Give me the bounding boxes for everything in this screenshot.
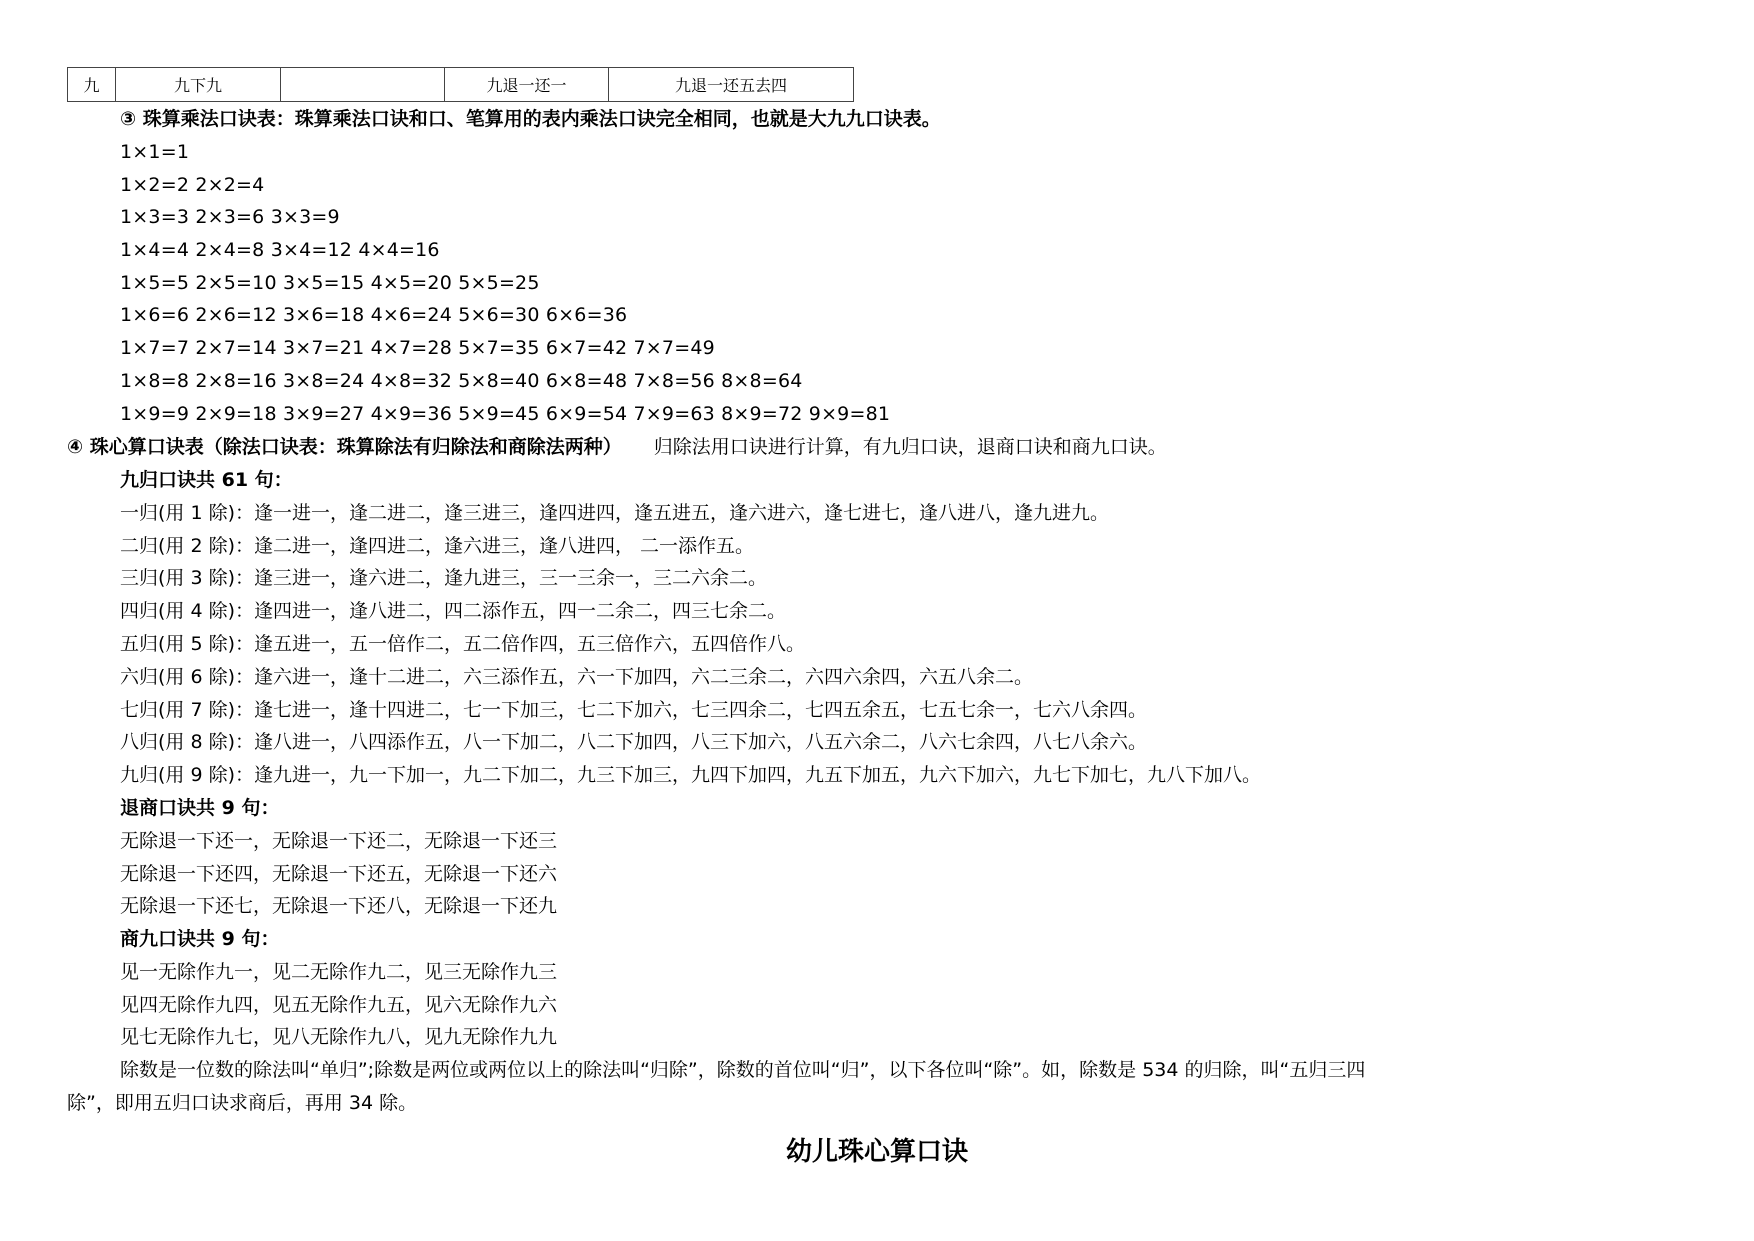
multiplication-row: 1×6=6 2×6=12 3×6=18 4×6=24 5×6=30 6×6=36 — [120, 304, 628, 326]
jiugui-row: 八归(用 8 除)：逢八进一，八四添作五，八一下加二，八二下加四，八三下加六，八五六余二，八六七余四，八七八余六。 — [120, 731, 1147, 753]
jiugui-row: 九归(用 9 除)：逢九进一，九一下加一，九二下加二，九三下加三，九四下加四，九五下加五，九六下加六，九七下加七，九八下加八。 — [120, 764, 1261, 786]
table-row — [68, 68, 854, 102]
multiplication-row: 1×9=9 2×9=18 3×9=27 4×9=36 5×9=45 6×9=54 7×9=63 8×9=72 9×9=81 — [120, 403, 891, 425]
tuishang-heading: 退商口诀共 9 句： — [120, 797, 280, 819]
multiplication-row: 1×2=2 2×2=4 — [120, 174, 265, 196]
tuishang-row: 无除退一下还一，无除退一下还二，无除退一下还三 — [120, 830, 558, 852]
multiplication-row: 1×1=1 — [120, 141, 190, 163]
jiugui-row: 五归(用 5 除)：逢五进一，五一倍作二，五二倍作四，五三倍作六，五四倍作八。 — [120, 633, 805, 655]
tuishang-row: 无除退一下还四，无除退一下还五，无除退一下还六 — [120, 863, 558, 885]
jiugui-row: 二归(用 2 除)：逢二进一，逢四进二，逢六进三，逢八进四， 二一添作五。 — [120, 535, 755, 557]
page-title: 幼儿珠心算口诀 — [785, 1137, 968, 1167]
shangjiu-heading: 商九口诀共 9 句： — [120, 928, 280, 950]
paragraph-line-2: 除”，即用五归口诀求商后，再用 34 除。 — [67, 1092, 418, 1114]
multiplication-row: 1×5=5 2×5=10 3×5=15 4×5=20 5×5=25 — [120, 272, 540, 294]
paragraph-line-1: 除数是一位数的除法叫“单归”;除数是两位或两位以上的除法叫“归除”，除数的首位叫“归”，以下各位叫“除”。如，除数是 534 的归除，叫“五归三四 — [120, 1059, 1366, 1081]
jiugui-row: 四归(用 4 除)：逢四进一，逢八进二，四二添作五，四一二余二，四三七余二。 — [120, 600, 786, 622]
jiugui-row: 六归(用 6 除)：逢六进一，逢十二进二，六三添作五，六一下加四，六二三余二，六四六余四，六五八余二。 — [120, 666, 1033, 688]
table-cell: 九退一还一 — [445, 68, 609, 102]
shangjiu-row: 见四无除作九四，见五无除作九五，见六无除作九六 — [120, 994, 558, 1016]
table-cell: 九下九 — [116, 68, 281, 102]
table-cell — [281, 68, 445, 102]
multiplication-row: 1×3=3 2×3=6 3×3=9 — [120, 206, 340, 228]
shangjiu-row: 见一无除作九一，见二无除作九二，见三无除作九三 — [120, 961, 558, 983]
table-cell: 九退一还五去四 — [609, 68, 854, 102]
division-table-row — [67, 67, 854, 102]
shangjiu-row: 见七无除作九七，见八无除作九八，见九无除作九九 — [120, 1026, 558, 1048]
section-4-heading-bold: ④ 珠心算口诀表（除法口诀表：珠算除法有归除法和商除法两种） — [67, 436, 622, 458]
table-cell: 九 — [68, 68, 116, 102]
jiugui-row: 三归(用 3 除)：逢三进一，逢六进二，逢九进三，三一三余一，三二六余二。 — [120, 567, 767, 589]
section-3-heading: ③ 珠算乘法口诀表：珠算乘法口诀和口、笔算用的表内乘法口诀完全相同，也就是大九九口诀表。 — [120, 108, 941, 130]
multiplication-row: 1×7=7 2×7=14 3×7=21 4×7=28 5×7=35 6×7=42 7×7=49 — [120, 337, 715, 359]
jiugui-row: 七归(用 7 除)：逢七进一，逢十四进二，七一下加三，七二下加六，七三四余二，七四五余五，七五七余一，七六八余四。 — [120, 699, 1147, 721]
section-4-heading — [67, 435, 1167, 459]
section-4-heading-note: 归除法用口诀进行计算，有九归口诀，退商口诀和商九口诀。 — [653, 436, 1167, 458]
multiplication-row: 1×8=8 2×8=16 3×8=24 4×8=32 5×8=40 6×8=48 7×8=56 8×8=64 — [120, 370, 803, 392]
jiugui-row: 一归(用 1 除)：逢一进一，逢二进二，逢三进三，逢四进四，逢五进五，逢六进六，逢七进七，逢八进八，逢九进九。 — [120, 502, 1109, 524]
tuishang-row: 无除退一下还七，无除退一下还八，无除退一下还九 — [120, 895, 558, 917]
multiplication-row: 1×4=4 2×4=8 3×4=12 4×4=16 — [120, 239, 440, 261]
jiugui-heading: 九归口诀共 61 句： — [120, 469, 293, 491]
